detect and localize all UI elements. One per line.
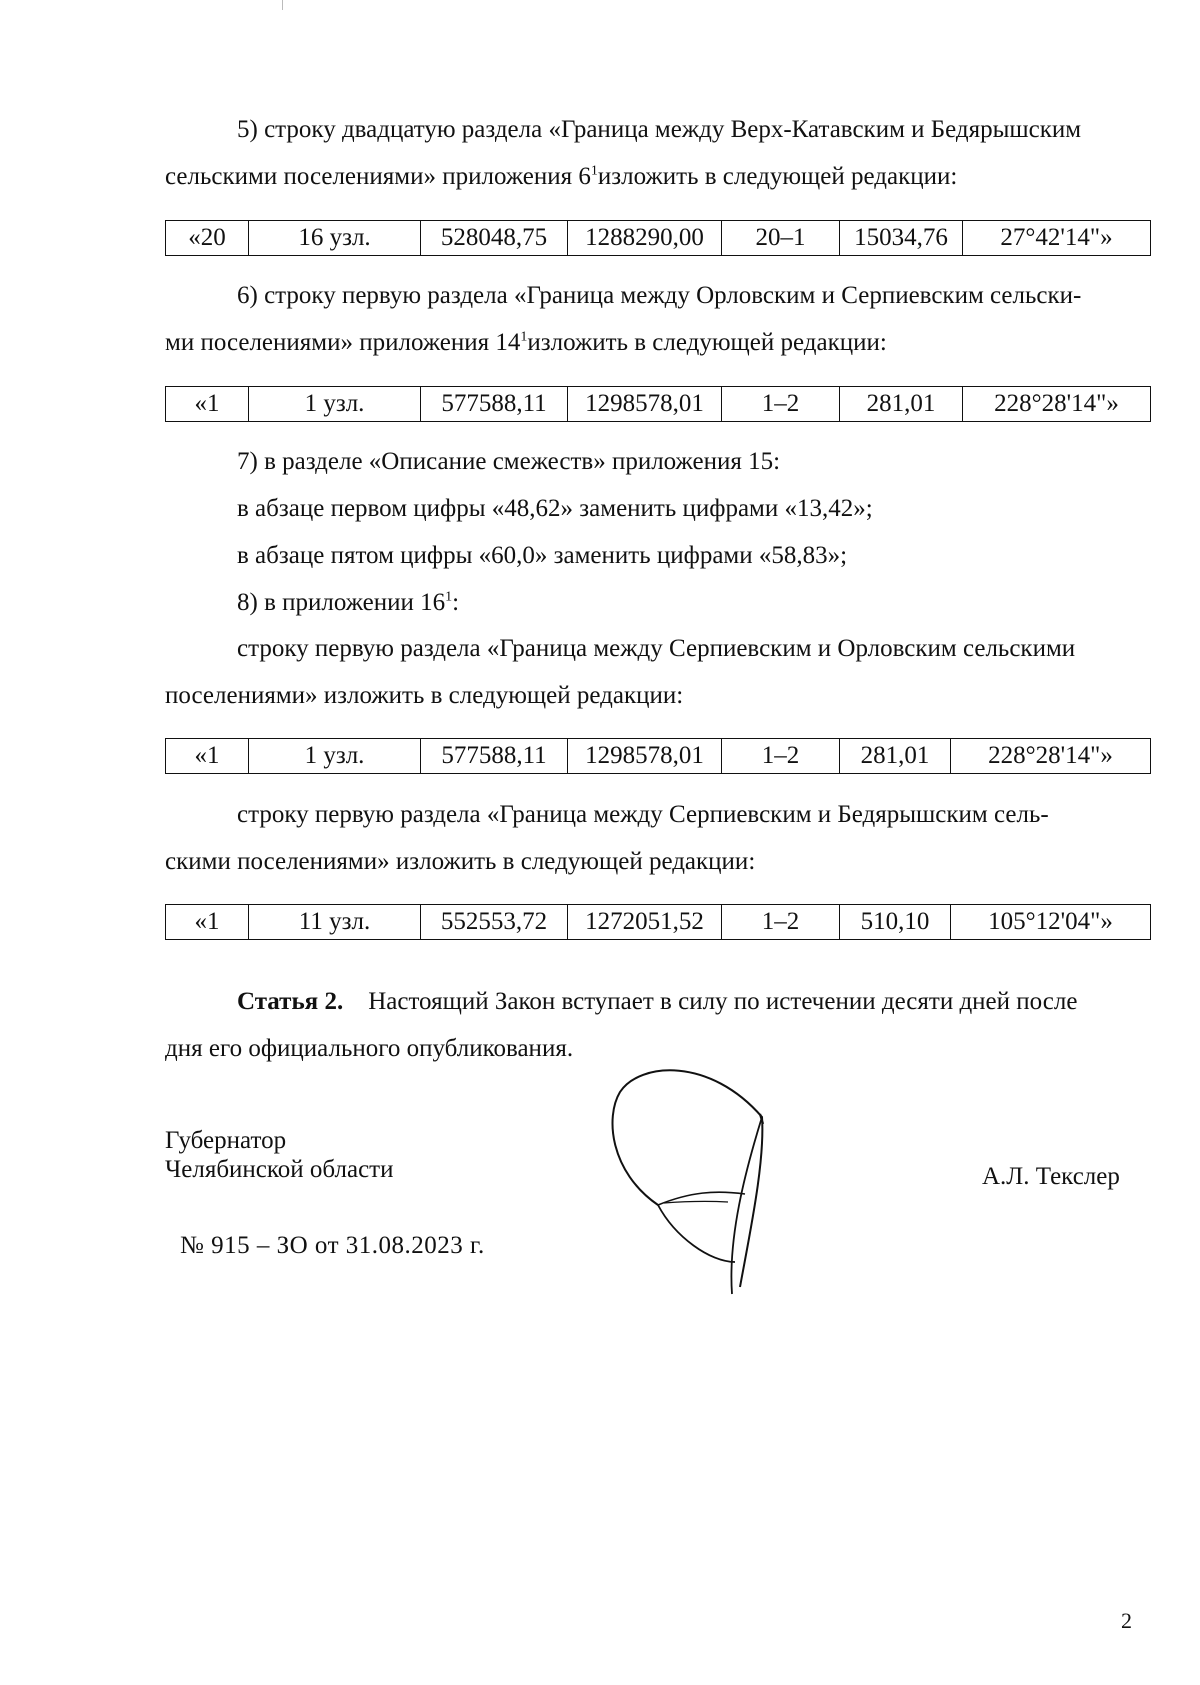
- table-cell: 15034,76: [840, 221, 963, 256]
- paragraph-8b: [165, 791, 1145, 885]
- governor-title-line2: Челябинской области: [165, 1156, 394, 1183]
- paragraph-8-text-end: :: [452, 589, 460, 616]
- table-cell: 281,01: [840, 739, 951, 774]
- table-cell: 577588,11: [421, 739, 568, 774]
- paragraph-5: [165, 106, 1145, 200]
- table-cell: 1272051,52: [568, 905, 722, 940]
- coordinates-table-4: [165, 904, 1151, 940]
- table-cell: 528048,75: [421, 221, 568, 256]
- coordinates-table-3: [165, 738, 1151, 774]
- table-cell: «1: [166, 739, 249, 774]
- paragraph-6-text-end: изложить в следующей редакции:: [527, 329, 887, 356]
- table-cell: 16 узл.: [249, 221, 421, 256]
- table-cell: 20–1: [722, 221, 840, 256]
- table-cell: 1–2: [722, 905, 840, 940]
- article-2-label: Статья 2.: [237, 988, 344, 1015]
- table-cell: 1–2: [722, 387, 840, 422]
- table-cell: 1 узл.: [249, 739, 421, 774]
- table-cell: 1298578,01: [568, 739, 722, 774]
- paragraph-8-line: [237, 589, 459, 617]
- coordinates-table-2: [165, 386, 1151, 422]
- table-cell: 105°12'04"»: [951, 905, 1151, 940]
- governor-title: [165, 1126, 393, 1184]
- paragraph-7-line1: 7) в разделе «Описание смежеств» приложения 15:: [237, 448, 781, 475]
- table-cell: 228°28'14"»: [951, 739, 1151, 774]
- table-cell: 281,01: [840, 387, 963, 422]
- paragraph-8b-line2: скими поселениями» изложить в следующей редакции:: [165, 848, 756, 875]
- table-cell: 1288290,00: [568, 221, 722, 256]
- paragraph-6-line1: 6) строку первую раздела «Граница между Орловским и Серпиевским сельски-: [237, 282, 1082, 309]
- table-cell: 510,10: [840, 905, 951, 940]
- page-number: 2: [1121, 1608, 1132, 1633]
- paragraph-8b-line1: строку первую раздела «Граница между Серпиевским и Бедярышским сель-: [237, 801, 1049, 828]
- coordinates-table-1: [165, 220, 1151, 256]
- table-row: [166, 387, 1151, 422]
- paragraph-8-text: 8) в приложении 16: [237, 589, 446, 616]
- table-cell: «20: [166, 221, 249, 256]
- signature: [600, 1062, 790, 1302]
- superscript: 1: [520, 329, 528, 345]
- paragraph-7-line3: в абзаце пятом цифры «60,0» заменить цифрами «58,83»;: [237, 542, 848, 569]
- article-2: [165, 978, 1145, 1072]
- table-row: [166, 905, 1151, 940]
- law-number: № 915 – ЗО от 31.08.2023 г.: [180, 1232, 485, 1259]
- table-cell: 11 узл.: [249, 905, 421, 940]
- paragraph-8a: [165, 625, 1145, 719]
- table-cell: 1–2: [722, 739, 840, 774]
- table-row: [166, 221, 1151, 256]
- table-row: [166, 739, 1151, 774]
- table-cell: «1: [166, 905, 249, 940]
- table-cell: 1 узл.: [249, 387, 421, 422]
- paragraph-7-line2: в абзаце первом цифры «48,62» заменить цифрами «13,42»;: [237, 495, 873, 522]
- article-2-text-line2: дня его официального опубликования.: [165, 1035, 574, 1062]
- table-cell: 577588,11: [421, 387, 568, 422]
- superscript: 1: [445, 589, 453, 605]
- table-cell: 228°28'14"»: [963, 387, 1151, 422]
- table-cell: 1298578,01: [568, 387, 722, 422]
- governor-title-line1: Губернатор: [165, 1127, 287, 1154]
- paragraph-5-text: сельскими поселениями» приложения 6: [165, 163, 591, 190]
- table-cell: 552553,72: [421, 905, 568, 940]
- paragraph-8a-line1: строку первую раздела «Граница между Серпиевским и Орловским сельскими: [237, 635, 1076, 662]
- article-2-line1: [165, 978, 1145, 1025]
- paragraph-6-line2: [165, 329, 887, 356]
- paragraph-5-line1: 5) строку двадцатую раздела «Граница между Верх-Катавским и Бедярышским: [237, 116, 1082, 143]
- paragraph-6-text: ми поселениями» приложения 14: [165, 329, 521, 356]
- table-cell: «1: [166, 387, 249, 422]
- paragraph-5-text-end: изложить в следующей редакции:: [597, 163, 958, 190]
- table-cell: 27°42'14"»: [963, 221, 1151, 256]
- paragraph-5-line2: [165, 163, 957, 190]
- paragraph-8a-line2: поселениями» изложить в следующей редакции:: [165, 682, 684, 709]
- paragraph-6: [165, 272, 1145, 366]
- governor-name: А.Л. Текслер: [982, 1163, 1120, 1190]
- scan-mark: [282, 0, 283, 10]
- superscript: 1: [590, 163, 598, 179]
- article-2-text-line1: Настоящий Закон вступает в силу по истечении десяти дней после: [368, 988, 1078, 1015]
